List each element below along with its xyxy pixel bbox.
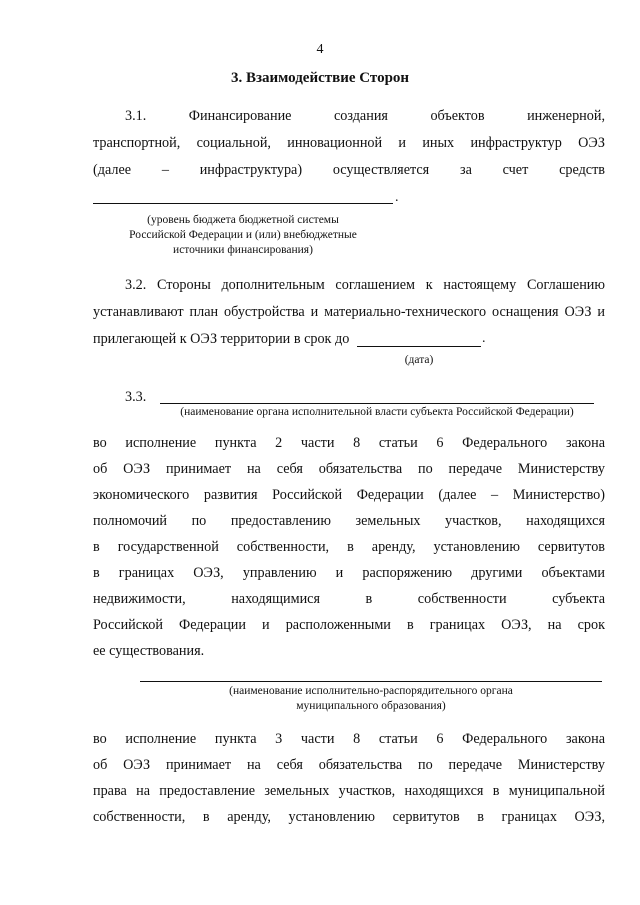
date-blank-end: . [482, 331, 486, 346]
funding-source-caption [93, 213, 393, 258]
clause-3-3-line-2: об ОЭЗ принимает на себя обязательства по передаче Министерству [93, 461, 605, 477]
clause-3-3-line-4: полномочий по предоставлению земельных участков, находящихся [93, 513, 605, 529]
municipal-line-1: во исполнение пункта 3 части 8 статьи 6 Федерального закона [93, 731, 605, 747]
clause-3-3-line-7: недвижимости, находящимися в собственности субъекта [93, 591, 605, 607]
municipal-line-2: об ОЭЗ принимает на себя обязательства по передаче Министерству [93, 757, 605, 773]
clause-3-1-line-2: транспортной, социальной, инновационной и иных инфраструктур ОЭЗ [93, 135, 605, 151]
clause-3-2-line-2: устанавливают план обустройства и материально-технического оснащения ОЭЗ и [93, 304, 605, 320]
municipal-line-3: права на предоставление земельных участков, находящихся в муниципальной [93, 783, 605, 799]
clause-3-3-line-5: в государственной собственности, в аренду, установлению сервитутов [93, 539, 605, 555]
municipal-line-4: собственности, в аренду, установлению сервитутов в границах ОЭЗ, [93, 809, 605, 825]
clause-3-3-line-1: во исполнение пункта 2 части 8 статьи 6 Федерального закона [93, 435, 605, 451]
page-number: 4 [316, 42, 324, 57]
funding-caption-line-3: источники финансирования) [173, 244, 313, 256]
clause-3-2-line-3: прилегающей к ОЭЗ территории в срок до [93, 331, 350, 347]
date-caption: (дата) [404, 354, 434, 366]
date-blank [357, 346, 481, 347]
clause-3-1-line-3: (далее – инфраструктура) осуществляется за счет средств [93, 162, 605, 178]
regional-authority-blank [160, 403, 594, 404]
funding-source-blank [93, 203, 393, 204]
municipal-authority-blank [140, 681, 602, 682]
municipal-caption-line-1: (наименование исполнительно-распорядительного органа [229, 685, 513, 697]
funding-caption-line-1: (уровень бюджета бюджетной системы [147, 214, 339, 226]
clause-3-3-line-9: ее существования. [93, 643, 205, 659]
clause-3-3-line-3: экономического развития Российской Федерации (далее – Министерство) [93, 487, 605, 503]
clause-3-3-number: 3.3. [125, 389, 147, 405]
clause-3-3-line-8: Российской Федерации и расположенными в границах ОЭЗ, на срок [93, 617, 605, 633]
clause-3-1-line-1: 3.1. Финансирование создания объектов инженерной, [125, 108, 605, 124]
clause-3-3-line-6: в границах ОЭЗ, управлению и распоряжению другими объектами [93, 565, 605, 581]
section-title: 3. Взаимодействие Сторон [230, 70, 410, 86]
funding-blank-end: . [395, 190, 399, 205]
clause-3-2-line-1: 3.2. Стороны дополнительным соглашением к настоящему Соглашению [125, 277, 605, 293]
municipal-authority-caption [140, 684, 602, 714]
funding-caption-line-2: Российской Федерации и (или) внебюджетные [129, 229, 357, 241]
regional-authority-caption: (наименование органа исполнительной власти субъекта Российской Федерации) [180, 406, 574, 418]
municipal-caption-line-2: муниципального образования) [296, 700, 446, 712]
